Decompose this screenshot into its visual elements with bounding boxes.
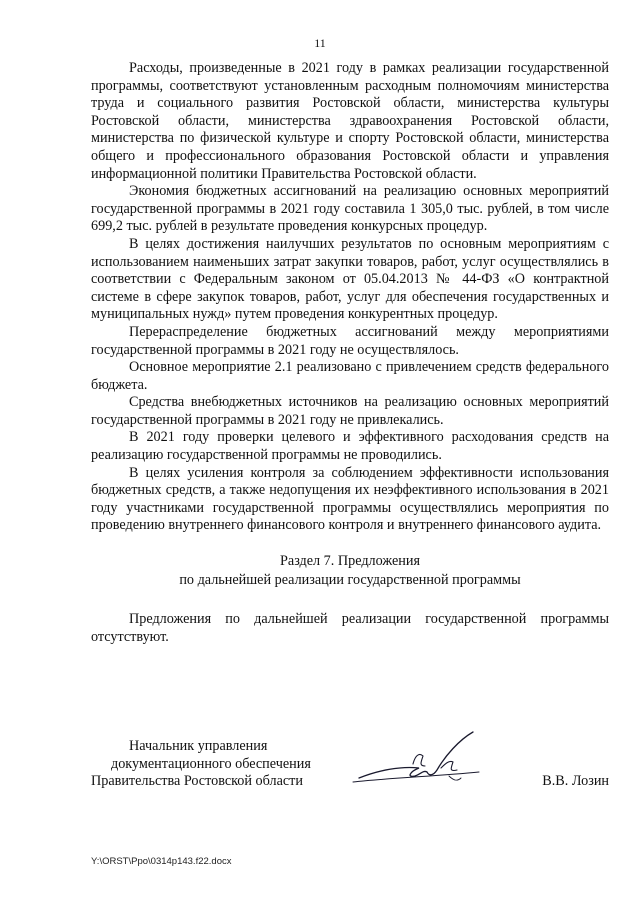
signatory-line3: Правительства Ростовской области — [91, 773, 303, 790]
paragraph-control: В целях усиления контроля за соблюдением эффективности использования бюджетных средств, а также недопущения их неэффективного использования в 2021 году участниками государственной программы осуществлялись мероприятия по проведению внутреннего финансового контроля и внутреннего финансового аудита. — [91, 464, 609, 534]
paragraph-savings: Экономия бюджетных ассигнований на реализацию основных мероприятий государственной программы в 2021 году составила 1 305,0 тыс. рублей, в том числе 699,2 тыс. рублей в результате проведения конкурсных процедур. — [91, 183, 609, 235]
paragraph-federal-budget: Основное мероприятие 2.1 реализовано с привлечением средств федерального бюджета. — [91, 359, 609, 393]
section-title-line1: Раздел 7. Предложения — [280, 553, 420, 570]
signatory-line1: Начальник управления — [129, 738, 268, 754]
section-title-line2: по дальнейшей реализации государственной программы — [179, 572, 521, 589]
signatory-line2: документационного обеспечения — [111, 755, 311, 772]
page-number: 11 — [314, 36, 326, 50]
paragraph-audits: В 2021 году проверки целевого и эффективного расходования средств на реализацию государственной программы не проводились. — [91, 429, 609, 464]
handwritten-signature — [349, 726, 489, 796]
section-title — [91, 552, 609, 590]
file-path-footer: Y:\ORST\Ppo\0314p143.f22.docx — [91, 856, 232, 867]
paragraph-redistribution: Перераспределение бюджетных ассигнований между мероприятиями государственной программы в 2021 году не осуществлялось. — [91, 323, 609, 358]
paragraph-procurement: В целях достижения наилучших результатов по основным мероприятиям с использованием наименьших затрат закупки товаров, работ, услуг осуществлялись в соответствии с Федеральным законом от 05.04.2013 № 44-ФЗ «О контрактной системе в сфере закупок товаров, работ, услуг для обеспечения государственных и муниципальных нужд» путем проведения конкурентных процедур. — [91, 235, 609, 323]
paragraph-extrabudgetary: Средства внебюджетных источников на реализацию основных мероприятий государственной программы в 2021 году не привлекались. — [91, 394, 609, 428]
paragraph-expenses: Расходы, произведенные в 2021 году в рамках реализации государственной программы, соответствуют установленным расходным полномочиям министерства труда и социального развития Ростовской области, министерства культуры Ростовской области, министерства здравоохранения Ростовской области, министерства по физической культуре и спорту Ростовской области, министерства общего и профессионального образования Ростовской области и управления информационной политики Правительства Ростовской области. — [91, 60, 609, 182]
signatory-position — [91, 738, 311, 791]
signature-block — [91, 738, 609, 808]
document-body — [91, 60, 609, 646]
signatory-name: В.В. Лозин — [542, 773, 609, 789]
paragraph-proposals: Предложения по дальнейшей реализации государственной программы отсутствуют. — [91, 611, 609, 645]
